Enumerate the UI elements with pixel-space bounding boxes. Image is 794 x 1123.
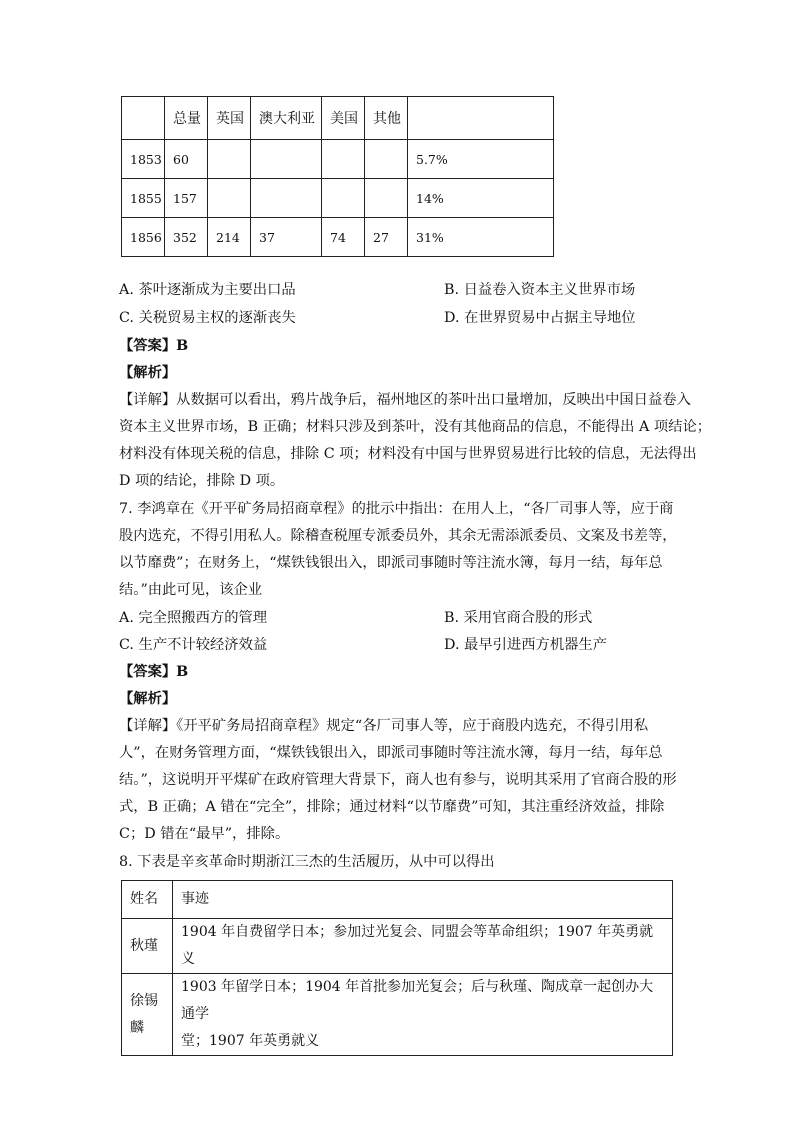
- table-cell: [322, 140, 365, 179]
- table-cell: 74: [322, 218, 365, 257]
- table-cell: [251, 179, 322, 218]
- table-header-row: [122, 881, 673, 919]
- q7-detail-line: 【详解】《开平矿务局招商章程》规定“各厂司事人等，应于商股内选充，不得引用私: [119, 718, 649, 734]
- q8-stem: 8. 下表是辛亥革命时期浙江三杰的生活履历，从中可以得出: [119, 854, 495, 870]
- q6-option-d: D. 在世界贸易中占据主导地位: [444, 310, 636, 326]
- table-cell: [173, 919, 673, 974]
- table-cell: 27: [365, 218, 408, 257]
- q7-stem-line: 7. 李鸿章在《开平矿务局招商章程》的批示中指出：在用人上，“各厂司事人等，应于商: [119, 501, 674, 517]
- q6-detail-line: 【详解】从数据可以看出，鸦片战争后，福州地区的茶叶出口量增加，反映出中国日益卷入: [119, 392, 691, 408]
- table-row: [122, 179, 554, 218]
- table-cell: [122, 919, 173, 974]
- q7-option-d: D. 最早引进西方机器生产: [444, 637, 608, 653]
- table-cell: 31%: [408, 218, 554, 257]
- deed-line: 1904 年自费留学日本；参加过光复会、同盟会等革命组织；1907 年英勇就义: [181, 924, 654, 967]
- name-line: 秋瑾: [130, 937, 158, 954]
- q6-analysis-label: 【解析】: [119, 365, 177, 381]
- table-header-row: [122, 97, 554, 140]
- table-cell: [208, 140, 251, 179]
- q6-option-a: A. 茶叶逐渐成为主要出口品: [119, 282, 296, 298]
- q6-option-c: C. 关税贸易主权的逐渐丧失: [119, 310, 296, 326]
- q7-detail-line: 人”，在财务管理方面，“煤铁钱银出入，即派司事随时等注流水簿，每月一结，每年总: [119, 745, 663, 761]
- table-header-cell: 其他: [365, 97, 408, 140]
- deed-line: 堂；1907 年英勇就义: [181, 1033, 320, 1049]
- table-header-cell: 澳大利亚: [251, 97, 322, 140]
- q7-answer: 【答案】B: [119, 664, 189, 680]
- table-header-cell: [122, 97, 165, 140]
- table-header-cell: [408, 97, 554, 140]
- table-cell: [365, 140, 408, 179]
- table-cell: [322, 179, 365, 218]
- table-cell: 14%: [408, 179, 554, 218]
- table-row: [122, 140, 554, 179]
- table-cell: 1853: [122, 140, 165, 179]
- q6-option-b: B. 日益卷入资本主义世界市场: [444, 282, 636, 298]
- q6-answer: 【答案】B: [119, 338, 189, 354]
- deed-line: 1903 年留学日本；1904 年首批参加光复会；后与秋瑾、陶成章一起创办大通学: [181, 979, 654, 1022]
- q7-option-b: B. 采用官商合股的形式: [444, 610, 593, 626]
- table-cell: [122, 974, 173, 1056]
- q6-detail-line: 材料没有体现关税的信息，排除 C 项；材料没有中国与世界贸易进行比较的信息，无法得出: [119, 446, 697, 462]
- q6-detail-line: D 项的结论，排除 D 项。: [119, 473, 285, 489]
- q7-analysis-label: 【解析】: [119, 691, 177, 707]
- table-cell: [208, 179, 251, 218]
- table-cell: 1855: [122, 179, 165, 218]
- table-cell: 37: [251, 218, 322, 257]
- table-header-cell: 英国: [208, 97, 251, 140]
- table-cell: 214: [208, 218, 251, 257]
- q7-stem-line: 结。”由此可见，该企业: [119, 582, 263, 598]
- q7-detail-line: 式，B 正确；A 错在“完全”，排除；通过材料“以节靡费”可知，其注重经济效益，排除: [119, 799, 665, 815]
- q7-stem-line: 股内选充，不得引用私人。除稽查税厘专派委员外，其余无需添派委员、文案及书差等，: [119, 528, 677, 544]
- table-row: [122, 974, 673, 1056]
- table-cell: 60: [165, 140, 208, 179]
- table-header-cell: 总量: [165, 97, 208, 140]
- q7-detail-line: C；D 错在“最早”，排除。: [119, 826, 290, 842]
- table-cell: 157: [165, 179, 208, 218]
- q6-detail-line: 资本主义世界市场，B 正确；材料只涉及到茶叶，没有其他商品的信息，不能得出 A 项结论；: [119, 419, 712, 435]
- name-line: 麟: [130, 1019, 144, 1036]
- table-cell: [173, 974, 673, 1056]
- table-header-cell: 姓名: [122, 881, 173, 919]
- q7-option-a: A. 完全照搬西方的管理: [119, 610, 268, 626]
- table-row: [122, 218, 554, 257]
- table-cell: [365, 179, 408, 218]
- table-header-cell: 美国: [322, 97, 365, 140]
- q7-option-c: C. 生产不计较经济效益: [119, 637, 268, 653]
- table-cell: 352: [165, 218, 208, 257]
- q7-detail-line: 结。”，这说明开平煤矿在政府管理大背景下，商人也有参与，说明其采用了官商合股的形: [119, 772, 677, 788]
- tea-export-table: [121, 96, 554, 257]
- revolutionaries-table: [121, 880, 673, 1056]
- table-header-cell: 事迹: [173, 881, 673, 919]
- q7-stem-line: 以节靡费”；在财务上，“煤铁钱银出入，即派司事随时等注流水簿，每月一结，每年总: [119, 555, 663, 571]
- table-cell: 1856: [122, 218, 165, 257]
- name-line: 徐锡: [130, 992, 158, 1009]
- table-cell: [251, 140, 322, 179]
- table-cell: 5.7%: [408, 140, 554, 179]
- table-row: [122, 919, 673, 974]
